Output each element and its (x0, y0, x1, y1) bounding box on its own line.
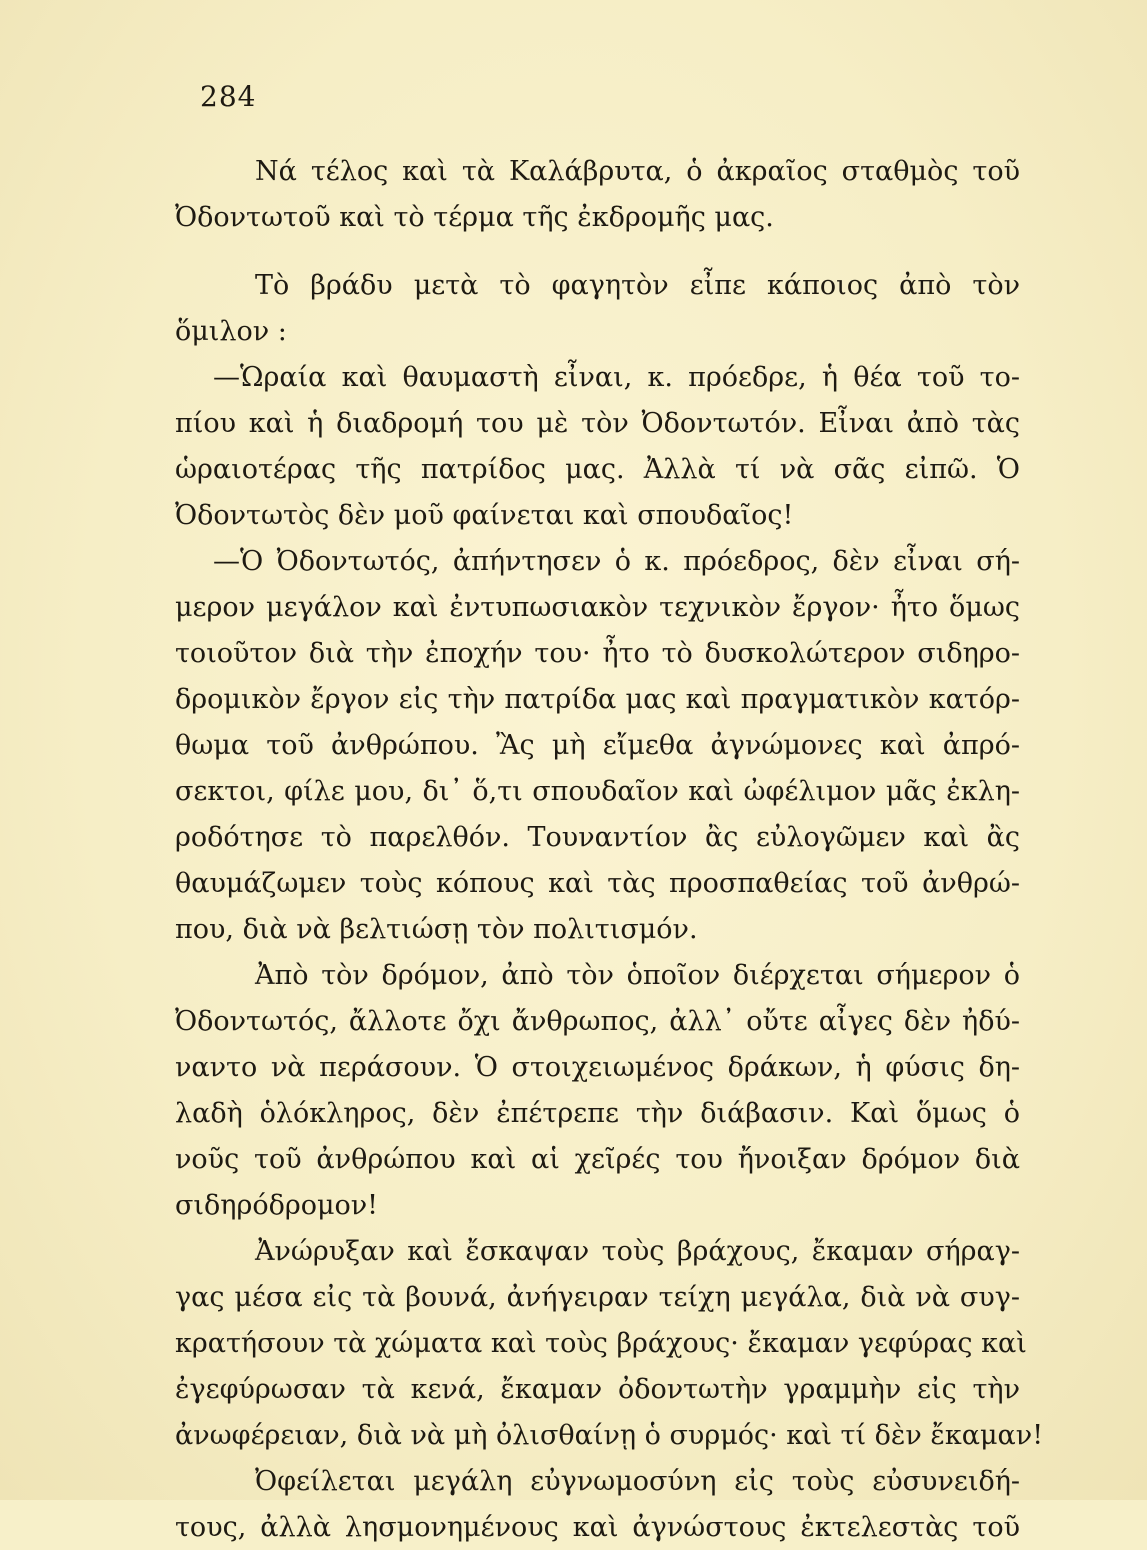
text-line: —Ὁ Ὀδοντωτός, ἀπήντησεν ὁ κ. πρόεδρος, δὲν εἶναι σή- (213, 546, 1020, 577)
text-line: ἐγεφύρωσαν τὰ κενά, ἔκαμαν ὀδοντωτὴν γραμμὴν εἰς τὴν (175, 1374, 1020, 1405)
text-line: ὅμιλον : (175, 316, 287, 347)
text-line: Ὀδοντωτὸς δὲν μοῦ φαίνεται καὶ σπουδαῖος! (175, 500, 794, 531)
page-number: 284 (200, 80, 257, 113)
text-line: Ἀπὸ τὸν δρόμον, ἀπὸ τὸν ὁποῖον διέρχεται σήμερον ὁ (255, 960, 1020, 991)
text-line: νοῦς τοῦ ἀνθρώπου καὶ αἱ χεῖρές του ἤνοιξαν δρόμον διὰ (175, 1144, 1020, 1175)
text-line: κρατήσουν τὰ χώματα καὶ τοὺς βράχους· ἔκαμαν γεφύρας καὶ (175, 1328, 1027, 1359)
text-line: τοιοῦτον διὰ τὴν ἐποχήν του· ἦτο τὸ δυσκολώτερον σιδηρο- (175, 638, 1020, 669)
text-line: πίου καὶ ἡ διαδρομή του μὲ τὸν Ὀδοντωτόν. Εἶναι ἀπὸ τὰς (175, 408, 1020, 439)
text-line: Ὀδοντωτοῦ καὶ τὸ τέρμα τῆς ἐκδρομῆς μας. (175, 202, 774, 233)
text-line: ροδότησε τὸ παρελθόν. Τουναντίον ἂς εὐλογῶμεν καὶ ἂς (175, 822, 1020, 853)
text-line: θαυμάζωμεν τοὺς κόπους καὶ τὰς προσπαθείας τοῦ ἀνθρώ- (175, 868, 1020, 899)
text-line: σιδηρόδρομον! (175, 1190, 379, 1221)
text-line: Τὸ βράδυ μετὰ τὸ φαγητὸν εἶπε κάποιος ἀπὸ τὸν (255, 270, 1020, 301)
text-line: γας μέσα εἰς τὰ βουνά, ἀνήγειραν τείχη μεγάλα, διὰ νὰ συγ- (175, 1282, 1020, 1313)
text-line: —Ὡραία καὶ θαυμαστὴ εἶναι, κ. πρόεδρε, ἡ θέα τοῦ το- (213, 362, 1020, 393)
text-line: Ἀνώρυξαν καὶ ἔσκαψαν τοὺς βράχους, ἔκαμαν σήραγ- (255, 1236, 1020, 1267)
text-line: που, διὰ νὰ βελτιώσῃ τὸν πολιτισμόν. (175, 914, 698, 945)
text-line: ναντο νὰ περάσουν. Ὁ στοιχειωμένος δράκων, ἡ φύσις δη- (175, 1052, 1020, 1083)
text-line: λαδὴ ὁλόκληρος, δὲν ἐπέτρεπε τὴν διάβασιν. Καὶ ὅμως ὁ (175, 1098, 1020, 1129)
text-line: θωμα τοῦ ἀνθρώπου. Ἂς μὴ εἴμεθα ἀγνώμονες καὶ ἀπρό- (175, 730, 1020, 761)
text-line: δρομικὸν ἔργον εἰς τὴν πατρίδα μας καὶ πραγματικὸν κατόρ- (175, 684, 1020, 715)
text-line: σεκτοι, φίλε μου, δι᾿ ὅ,τι σπουδαῖον καὶ ὠφέλιμον μᾶς ἐκλη- (175, 776, 1020, 807)
text-line: Νά τέλος καὶ τὰ Καλάβρυτα, ὁ ἀκραῖος σταθμὸς τοῦ (255, 156, 1020, 187)
text-line: Ὀδοντωτός, ἄλλοτε ὄχι ἄνθρωπος, ἀλλ᾿ οὔτε αἶγες δὲν ἠδύ- (175, 1006, 1020, 1037)
text-line: τους, ἀλλὰ λησμονημένους καὶ ἀγνώστους ἐκτελεστὰς τοῦ (175, 1512, 1020, 1543)
text-line: Ὀφείλεται μεγάλη εὐγνωμοσύνη εἰς τοὺς εὐσυνειδή- (255, 1466, 1020, 1497)
text-line: ὡραιοτέρας τῆς πατρίδος μας. Ἀλλὰ τί νὰ σᾶς εἰπῶ. Ὁ (175, 454, 1020, 485)
text-line: ἀνωφέρειαν, διὰ νὰ μὴ ὀλισθαίνῃ ὁ συρμός· καὶ τί δὲν ἔκαμαν! (175, 1420, 1044, 1451)
text-line: μερον μεγάλον καὶ ἐντυπωσιακὸν τεχνικὸν ἔργον· ἦτο ὅμως (175, 592, 1020, 623)
